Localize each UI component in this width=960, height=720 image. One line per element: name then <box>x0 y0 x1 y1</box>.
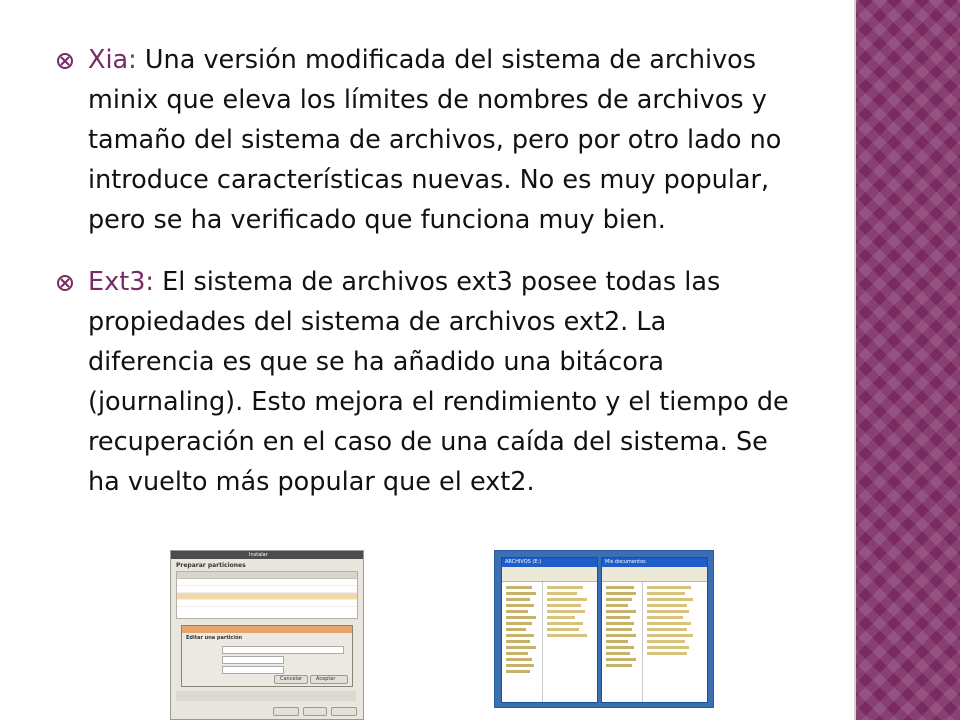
bullet-text: El sistema de archivos ext3 posee todas las propiedades del sistema de archivos ext2. La diferencia es que se ha añadido una bitácora (journaling). Esto mejora el rendimiento y el tiempo de recuperación en el caso de una caída del sistema. Se ha vuelto más popular que el ext2. <box>88 267 789 497</box>
side-pattern <box>856 0 960 720</box>
bullet-term: Xia: <box>88 45 137 75</box>
explorer-window-right <box>601 557 708 703</box>
circle-cross-icon <box>56 52 74 70</box>
partition-table <box>176 571 358 619</box>
explorer-window-left <box>501 557 598 703</box>
bullet-ext3 <box>56 262 796 502</box>
partition-screenshot <box>170 550 364 720</box>
bullet-text: Una versión modificada del sistema de archivos minix que eleva los límites de nombres de archivos y tamaño del sistema de archivos, pero por otro lado no introduce características nuevas. No es muy popular, pero se ha verificado que funciona muy bien. <box>88 45 782 235</box>
screenshot-heading: Preparar particiones <box>176 562 246 569</box>
bullet-term: Ext3: <box>88 267 155 297</box>
left-window-title: ARCHIVOS (E:) <box>505 559 542 565</box>
accept-label: Aceptar <box>316 676 336 682</box>
cancel-label: Cancelar <box>280 676 303 682</box>
circle-cross-icon <box>56 274 74 292</box>
bullet-list <box>56 40 796 502</box>
explorer-screenshot <box>494 550 714 708</box>
screenshot-title: Instalar <box>249 552 268 558</box>
dialog-title: Editar una partición <box>186 635 243 641</box>
edit-partition-dialog <box>181 625 353 687</box>
right-window-title: Mis documentos <box>605 559 646 565</box>
bullet-xia <box>56 40 796 240</box>
